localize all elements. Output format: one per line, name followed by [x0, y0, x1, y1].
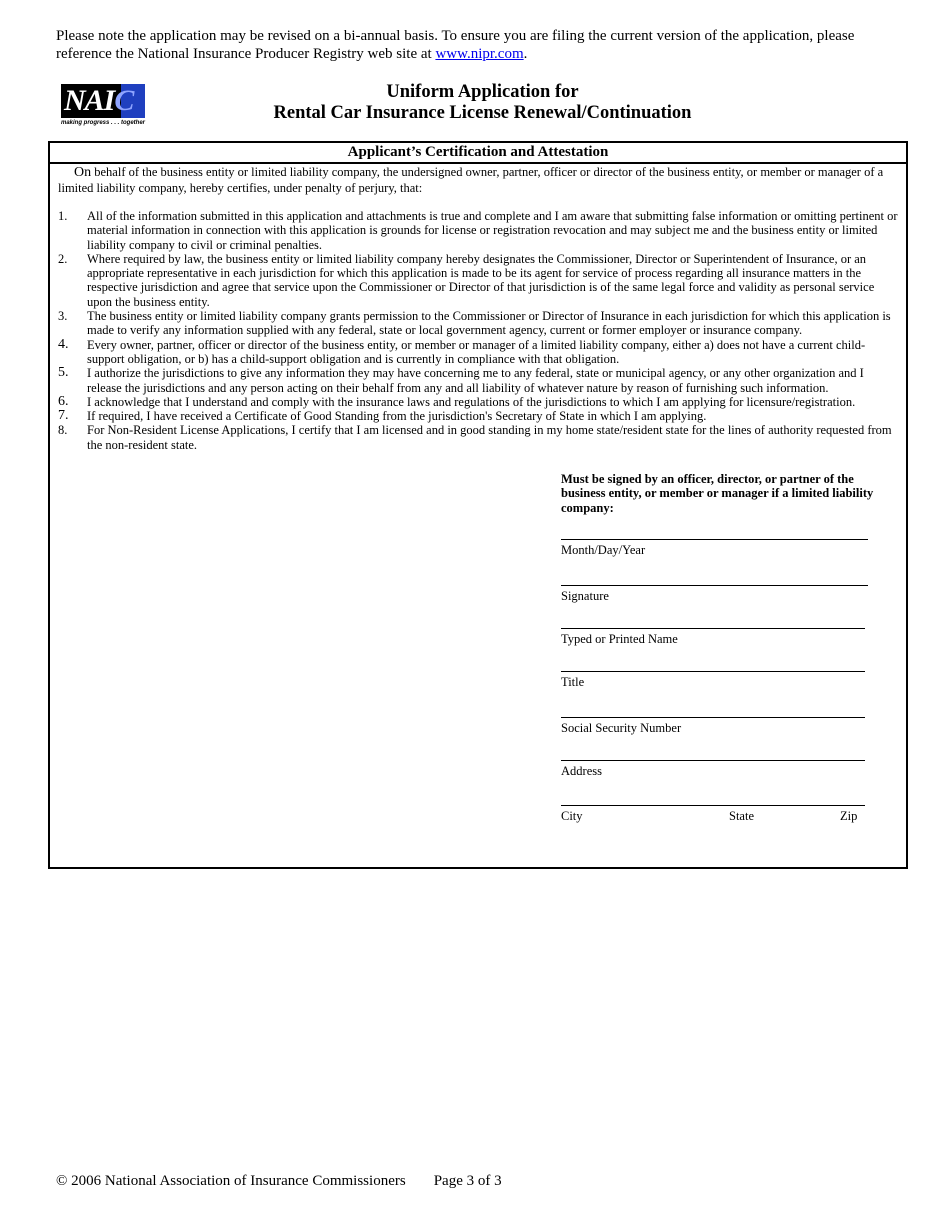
certification-intro: On behalf of the business entity or limited liability company, the undersigned owner, partner, officer or director of the business entity, or member or manager of a limited liability company, hereby certifies, under penalty of perjury, that: [58, 165, 884, 195]
list-item: 6. I acknowledge that I understand and comply with the insurance laws and regulations of the jurisdictions to which I am applying for licensure/registration. [58, 393, 856, 409]
section-heading: Applicant’s Certification and Attestation [50, 143, 906, 164]
logo-tagline: making progress . . . together [61, 120, 146, 126]
title-line-2: Rental Car Insurance License Renewal/Continuation [273, 103, 692, 123]
list-item: 8. For Non-Resident License Applications, I certify that I am licensed and in good standing in my home state/resident state for the lines of authority requested from the non-resident state. [58, 423, 892, 452]
page-footer [56, 1172, 502, 1190]
list-item: 3. The business entity or limited liability company grants permission to the Commissioner or Director of Insurance in each jurisdiction for which this application is made to verify any information supplied with any federal, state or local government agency, current or former employer or insurance company. [58, 309, 891, 338]
signature-block [561, 472, 881, 823]
revision-notice: Please note the application may be revised on a bi-annual basis. To ensure you are filing the current version of the application, please reference the National Insurance Producer Registry web site at www.nipr.com. [56, 28, 855, 62]
attestation-list [58, 209, 900, 452]
printed-name-field[interactable]: Typed or Printed Name [561, 628, 865, 647]
title-field[interactable]: Title [561, 671, 865, 690]
state-label: State [729, 809, 754, 823]
copyright: © 2006 National Association of Insurance Commissioners [56, 1173, 406, 1189]
certification-section [48, 141, 908, 869]
title-line-1: Uniform Application for [386, 82, 579, 102]
zip-label: Zip [840, 809, 858, 823]
list-item: 7. If required, I have received a Certificate of Good Standing from the jurisdiction's Secretary of State in which I am applying. [58, 408, 707, 424]
list-item: 4. Every owner, partner, officer or director of the business entity, or member or manager of a limited liability company, either a) does not have a current child-support obligation, or b) has a child-support obligation and is currently in compliance with that obligation. [58, 336, 866, 366]
ssn-field[interactable]: Social Security Number [561, 717, 865, 736]
naic-logo: NAIC making progress . . . together [61, 84, 146, 126]
address-field[interactable]: Address [561, 760, 865, 779]
list-item: 5. I authorize the jurisdictions to give any information they may have concerning me to any federal, state or municipal agency, or any other organization and I release the jurisdictions and any person acting on their behalf from any and all liability of whatever nature by reason of furnishing such information. [58, 365, 864, 395]
signature-field[interactable]: Signature [561, 585, 868, 604]
date-field[interactable]: Month/Day/Year [561, 539, 868, 558]
city-state-zip-field[interactable] [561, 805, 865, 824]
list-item: 1. All of the information submitted in this application and attachments is true and complete and I am aware that submitting false information or omitting pertinent or material information in connection with this application is grounds for license or registration revocation and may subject me and the business entity or limited liability company to civil or criminal penalties. [58, 209, 898, 252]
list-item: 2. Where required by law, the business entity or limited liability company hereby designates the Commissioner, Director or Superintendent of Insurance, or an appropriate representative in each jurisdiction for which this application is made to be its agent for service of process regarding all insurance matters in the respective jurisdiction and agree that service upon the Commissioner or Director of that jurisdiction is of the same legal force and validity as personal service upon the business entity. [58, 251, 875, 309]
nipr-link[interactable]: www.nipr.com [435, 46, 524, 62]
notice-text: Please note the application may be revised on a bi-annual basis. To ensure you are filing the current version of the application, please reference the National Insurance Producer Registry web site at [56, 28, 855, 62]
page-number: Page 3 of 3 [433, 1173, 502, 1189]
signature-instruction: Must be signed by an officer, director, or partner of the business entity, or member or manager if a limited liability company: [561, 472, 874, 515]
city-label: City [561, 809, 583, 823]
page-title [230, 82, 735, 124]
